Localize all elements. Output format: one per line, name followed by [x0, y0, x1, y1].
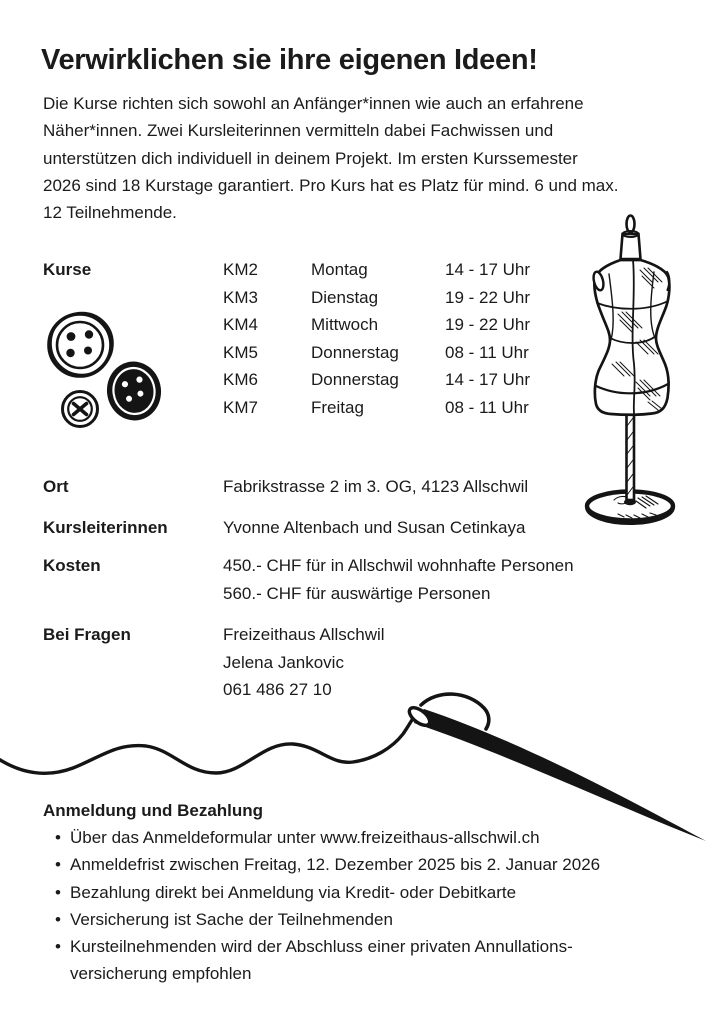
course-row [223, 256, 530, 284]
info-value: 061 486 27 10 [223, 680, 332, 699]
bullet-item [43, 824, 600, 851]
course-row [223, 394, 530, 422]
bullet-text: Versicherung ist Sache der Teilnehmenden [70, 909, 393, 929]
courses-label: Kurse [43, 260, 92, 279]
bullet-icon: • [55, 937, 61, 957]
course-day: Donnerstag [311, 342, 399, 362]
info-label: Kosten [43, 556, 101, 575]
course-day: Freitag [311, 397, 364, 417]
dress-form-mannequin-icon [578, 214, 688, 529]
info-value: Fabrikstrasse 2 im 3. OG, 4123 Allschwil [223, 477, 529, 496]
info-label: Kursleiterinnen [43, 518, 168, 537]
course-time: 08 - 11 Uhr [445, 397, 529, 417]
course-code: KM5 [223, 342, 258, 362]
info-value: 450.- CHF für in Allschwil wohnhafte Personen [223, 556, 574, 575]
bullet-text: Anmeldefrist zwischen Freitag, 12. Dezember 2025 bis 2. Januar 2026 [70, 855, 601, 875]
course-row [223, 311, 530, 339]
sewing-buttons-icon [40, 305, 175, 440]
bullet-item [43, 933, 600, 988]
course-code: KM3 [223, 287, 258, 307]
bullet-text-continuation: versicherung empfohlen [70, 964, 252, 984]
info-row-kosten [43, 552, 574, 607]
anmeldung-bullet-list [43, 824, 600, 988]
course-time: 08 - 11 Uhr [445, 342, 529, 362]
bullet-item [43, 879, 600, 906]
intro-line: 12 Teilnehmende. [43, 203, 177, 223]
course-code: KM2 [223, 260, 258, 279]
course-row [223, 339, 530, 367]
intro-paragraph [43, 90, 618, 226]
info-row-ort [43, 473, 528, 501]
course-code: KM7 [223, 397, 258, 417]
course-time: 19 - 22 Uhr [445, 287, 531, 307]
course-row [223, 284, 530, 312]
intro-line: Näher*innen. Zwei Kursleiterinnen vermitteln dabei Fachwissen und [43, 121, 554, 141]
bullet-icon: • [55, 882, 61, 902]
bullet-text: Bezahlung direkt bei Anmeldung via Kredit- oder Debitkarte [70, 882, 517, 902]
info-label: Bei Fragen [43, 625, 131, 644]
bullet-icon: • [55, 828, 61, 847]
info-value: Yvonne Altenbach und Susan Cetinkaya [223, 518, 526, 537]
course-row [223, 366, 530, 394]
bullet-text: Kursteilnehmenden wird der Abschluss einer privaten Annullations- [70, 937, 573, 957]
intro-line: 2026 sind 18 Kurstage garantiert. Pro Kurs hat es Platz für mind. 6 und max. [43, 175, 619, 195]
bullet-text: Über das Anmeldeformular unter www.freizeithaus-allschwil.ch [70, 828, 540, 847]
courses-table [223, 256, 530, 421]
course-day: Donnerstag [311, 370, 399, 389]
course-day: Mittwoch [311, 315, 379, 334]
course-code: KM6 [223, 370, 258, 389]
bullet-icon: • [55, 909, 61, 929]
intro-line: unterstützen dich individuell in deinem Projekt. Im ersten Kurssemester [43, 148, 578, 168]
info-value: Freizeithaus Allschwil [223, 625, 385, 644]
course-code: KM4 [223, 315, 258, 334]
intro-line: Die Kurse richten sich sowohl an Anfänger*innen wie auch an erfahrene [43, 94, 584, 113]
info-row-kursleiterinnen [43, 514, 525, 542]
bullet-item [43, 851, 600, 878]
bullet-item [43, 906, 600, 933]
course-day: Dienstag [311, 287, 379, 307]
course-time: 14 - 17 Uhr [445, 370, 531, 389]
info-value: 560.- CHF für auswärtige Personen [223, 583, 491, 603]
course-time: 19 - 22 Uhr [445, 315, 531, 334]
bullet-icon: • [55, 855, 61, 875]
course-day: Montag [311, 260, 368, 279]
info-value: Jelena Jankovic [223, 652, 344, 672]
anmeldung-heading: Anmeldung und Bezahlung [43, 801, 264, 820]
page-title: Verwirklichen sie ihre eigenen Ideen! [41, 44, 538, 76]
course-time: 14 - 17 Uhr [445, 260, 531, 279]
info-label: Ort [43, 477, 69, 496]
